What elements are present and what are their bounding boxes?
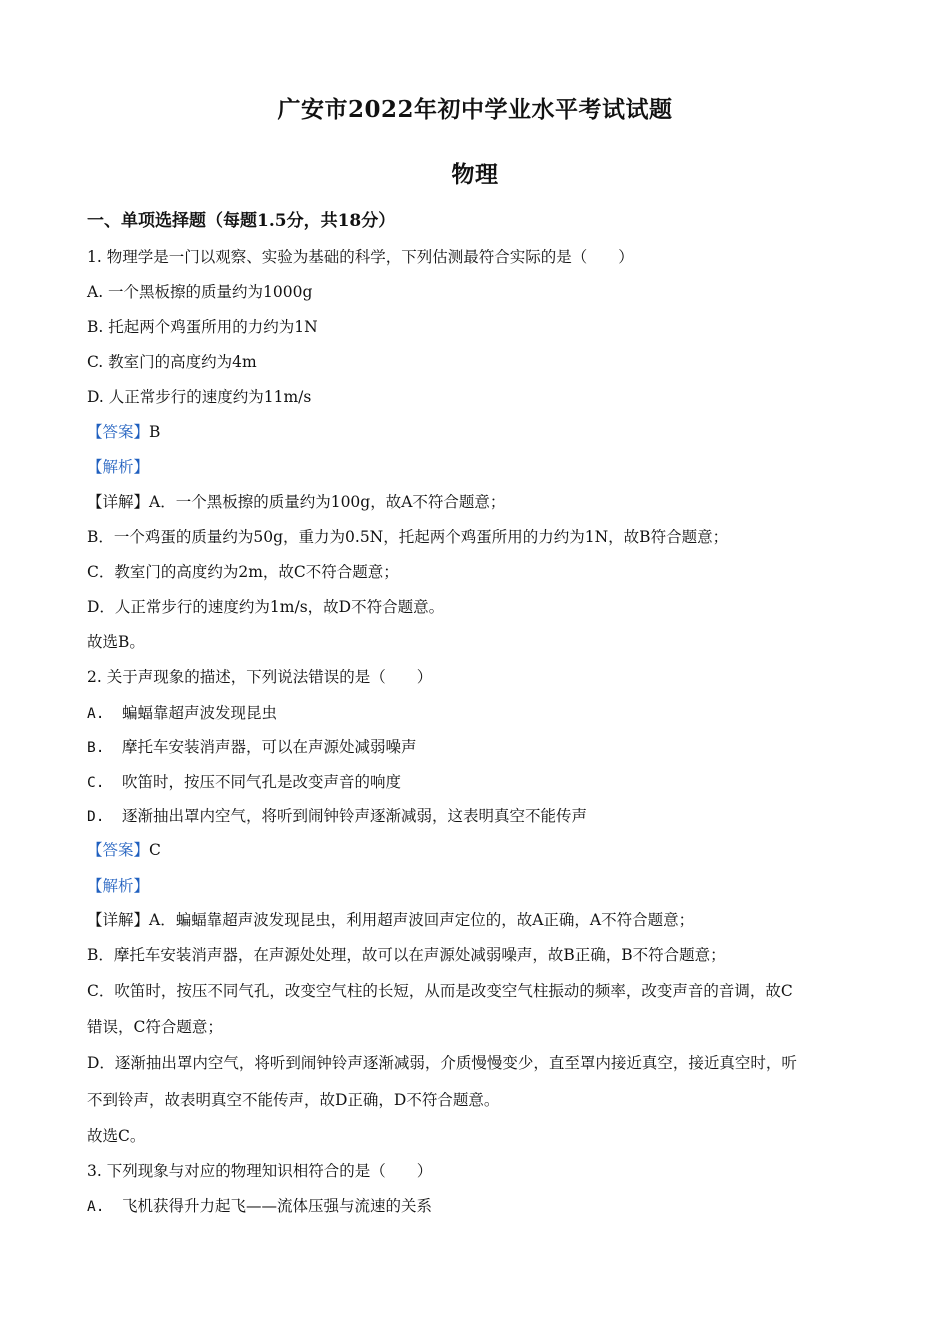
q2-option-b: B. 摩托车安装消声器，可以在声源处减弱噪声 [87, 738, 417, 756]
q2-answer [87, 840, 867, 860]
q2-analysis-tag: 【解析】 [87, 877, 150, 895]
q2-detail-b: B．摩托车安装消声器，在声源处处理，故可以在声源处减弱噪声，故B正确，B不符合题意； [87, 946, 726, 964]
answer-value: B [149, 423, 161, 441]
q1-analysis-tag: 【解析】 [87, 458, 150, 476]
q2-detail-c-line1: C．吹笛时，按压不同气孔，改变空气柱的长短，从而是改变空气柱振动的频率，改变声音的音调，故C [87, 982, 793, 1000]
exam-title: 广安市2022年初中学业水平考试试题 [277, 96, 673, 123]
q3-stem: 3. 下列现象与对应的物理知识相符合的是（ ） [87, 1162, 433, 1180]
q2-conclusion: 故选C。 [87, 1127, 146, 1145]
q1-answer [87, 422, 867, 442]
q1-stem: 1. 物理学是一门以观察、实验为基础的科学，下列估测最符合实际的是（ ） [87, 248, 634, 266]
answer-tag: 【答案】 [87, 423, 150, 441]
q1-option-a: A. 一个黑板擦的质量约为1000g [87, 283, 313, 301]
q1-detail-a: 【详解】A．一个黑板擦的质量约为100g，故A不符合题意； [87, 493, 506, 511]
q2-stem: 2. 关于声现象的描述，下列说法错误的是（ ） [87, 668, 433, 686]
q1-detail-b: B．一个鸡蛋的质量约为50g，重力为0.5N，托起两个鸡蛋所用的力约为1N，故B符合题意； [87, 528, 729, 546]
q2-option-a: A. 蝙蝠靠超声波发现昆虫 [87, 704, 277, 722]
q1-option-d: D. 人正常步行的速度约为11m/s [87, 388, 312, 406]
q1-conclusion: 故选B。 [87, 633, 145, 651]
answer-tag: 【答案】 [87, 841, 150, 859]
q1-option-b: B. 托起两个鸡蛋所用的力约为1N [87, 318, 318, 336]
answer-value: C [149, 841, 161, 859]
q1-detail-d: D．人正常步行的速度约为1m/s，故D不符合题意。 [87, 598, 445, 616]
q3-option-a: A. 飞机获得升力起飞——流体压强与流速的关系 [87, 1197, 432, 1215]
detail-tag: 【详解】 [87, 493, 150, 511]
q2-option-c: C. 吹笛时，按压不同气孔是改变声音的响度 [87, 773, 401, 791]
section-heading: 一、单项选择题（每题1.5分，共18分） [87, 211, 396, 231]
q2-detail-d-line2: 不到铃声，故表明真空不能传声，故D正确，D不符合题意。 [87, 1091, 500, 1109]
subject-title: 物理 [451, 161, 499, 188]
q2-option-d: D. 逐渐抽出罩内空气，将听到闹钟铃声逐渐减弱，这表明真空不能传声 [87, 807, 587, 825]
q2-detail-d-line1: D．逐渐抽出罩内空气，将听到闹钟铃声逐渐减弱，介质慢慢变少，直至罩内接近真空，接近真空时，听 [87, 1054, 797, 1072]
detail-tag: 【详解】 [87, 911, 150, 929]
q1-option-c: C. 教室门的高度约为4m [87, 353, 257, 371]
q2-detail-a: 【详解】A．蝙蝠靠超声波发现昆虫，利用超声波回声定位的，故A正确，A不符合题意； [87, 911, 695, 929]
q2-detail-c-line2: 错误，C符合题意； [87, 1018, 223, 1036]
q1-detail-c: C．教室门的高度约为2m，故C不符合题意； [87, 563, 399, 581]
